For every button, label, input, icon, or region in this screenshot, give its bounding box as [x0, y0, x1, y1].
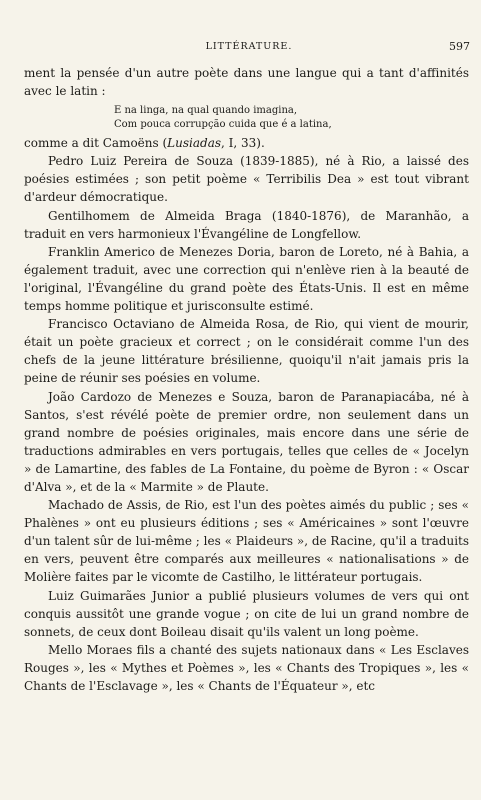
paragraph-franklin: Franklin Americo de Menezes Doria, baron de Loreto, né à Bahia, a également traduit, avec une correction qui n'enlève rien à la beauté de l'original, l'Évangéline du grand poète des États-Unis. Il est en même temps homme politique et jurisconsulte estimé.: [24, 244, 469, 314]
paragraph-joao-cardozo: João Cardozo de Menezes e Souza, baron de Paranapiacába, né à Santos, s'est révélé poète de premier ordre, non seulement dans un grand nombre de poésies originales, mais encore dans une série de traductions admirables en vers portugais, telles que celles de « Jocelyn » de Lamartine, des fables de La Fontaine, du poème de Byron : « Oscar d'Alva », et de la « Marmite » de Plaute.: [24, 389, 469, 494]
paragraph-gentilhomem: Gentilhomem de Almeida Braga (1840-1876), de Maranhão, a traduit en vers harmonieux l'Évangéline de Longfellow.: [24, 208, 469, 241]
page-body: [24, 64, 469, 695]
verse-quotation: [114, 104, 469, 131]
paragraph-francisco: Francisco Octaviano de Almeida Rosa, de Rio, qui vient de mourir, était un poète gracieux et correct ; on le considérait comme l'un des chefs de la jeune littérature brésilienne, quoiqu'il n'ait jamais pris la peine de réunir ses poésies en volume.: [24, 317, 469, 386]
paragraph-pedro-luiz: Pedro Luiz Pereira de Souza (1839-1885), né à Rio, a laissé des poésies estimées ; son petit poème « Terribilis Dea » est tout vibrant d'ardeur démocratique.: [24, 154, 469, 205]
verse-line: Com pouca corrupção cuida que é a latina,: [114, 118, 332, 130]
verse-line: E na linga, na qual quando imagina,: [114, 105, 298, 117]
paragraph-mello-moraes: Mello Moraes fils a chanté des sujets nationaux dans « Les Esclaves Rouges », les « Mythes et Poèmes », les « Chants des Tropiques », les « Chants de l'Esclavage », les « Chants de l'Équateur », etc: [24, 642, 469, 693]
running-header: [24, 41, 474, 55]
citation-work-title: Lusiadas: [167, 136, 222, 151]
running-title: LITTÉRATURE.: [205, 41, 293, 52]
citation-text: , I, 33).: [221, 136, 265, 151]
page-number: 597: [449, 40, 470, 53]
paragraph-luiz-guimaraes: Luiz Guimarães Junior a publié plusieurs volumes de vers qui ont conquis aussitôt une grande vogue ; on cite de lui un grand nombre de sonnets, de ceux dont Boileau disait qu'ils valent un long poème.: [24, 588, 469, 639]
paragraph-continuation: ment la pensée d'un autre poète dans une langue qui a tant d'affinités avec le latin :: [24, 66, 469, 99]
paragraph-citation: [24, 134, 469, 152]
paragraph-machado: Machado de Assis, de Rio, est l'un des poètes aimés du public ; ses « Phalènes » ont eu plusieurs éditions ; ses « Américaines » sont l'œuvre d'un talent sûr de lui-même ; les « Plaideurs », de Racine, qu'il a traduits en vers, peuvent être comparés aux meilleures « nationalisations » de Molière faites par le vicomte de Castilho, le littérateur portugais.: [24, 498, 470, 585]
citation-text: comme a dit Camoëns (: [24, 136, 168, 151]
